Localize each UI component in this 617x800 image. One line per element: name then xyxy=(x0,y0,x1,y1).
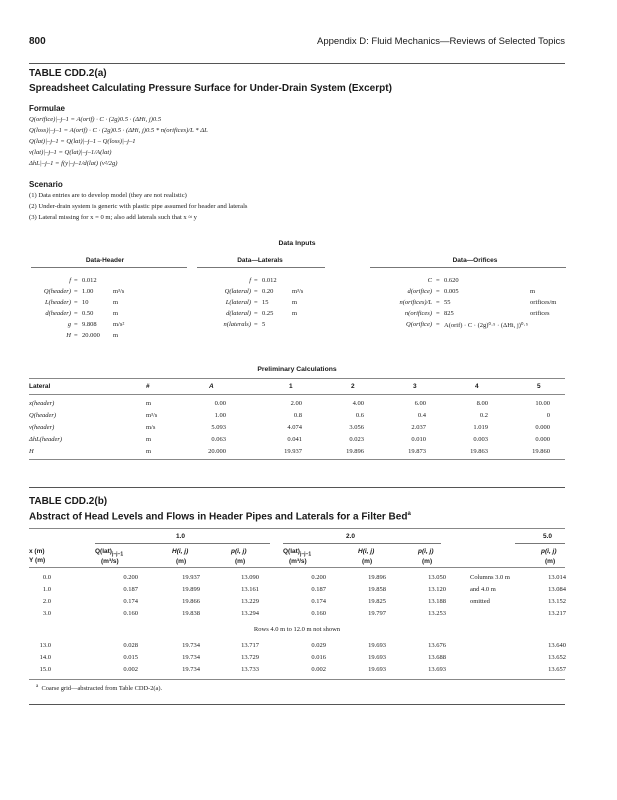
cell-p5: 13.014 xyxy=(548,574,566,581)
input-unit: m xyxy=(530,288,536,295)
prelim-col-number: 2 xyxy=(351,383,355,390)
scenario-line: (3) Lateral missing for x = 0 m; also add laterals such that x ≈ y xyxy=(29,214,197,221)
cell-h2: 19.858 xyxy=(368,586,386,593)
input-equals: = xyxy=(254,310,258,317)
input-value: A(orif) · C · (2g)⁰·⁵ · (ΔHi, j)⁰·⁵ xyxy=(444,322,528,329)
prelim-row-unit: m xyxy=(146,436,152,443)
prelim-cell: 0.003 xyxy=(473,436,488,443)
cell-p2: 13.188 xyxy=(428,598,446,605)
input-value: 5 xyxy=(262,321,266,328)
data-laterals-heading: Data—Laterals xyxy=(237,257,283,264)
scenario-line: (2) Under-drain system is generic with plastic pipe assumed for header and laterals xyxy=(29,203,248,210)
input-value: 55 xyxy=(444,299,451,306)
cell-q2: 0.002 xyxy=(311,666,326,673)
input-value: 1.00 xyxy=(82,288,94,295)
cell-p1: 13.161 xyxy=(241,586,259,593)
input-equals: = xyxy=(436,277,440,284)
input-symbol: d(lateral) xyxy=(226,310,251,317)
input-symbol: H xyxy=(66,332,71,339)
cell-q1: 0.174 xyxy=(123,598,138,605)
prelim-cell: 1.00 xyxy=(214,412,226,419)
table-a-label: TABLE CDD.2(a) xyxy=(29,68,107,79)
table-b-title-sup: a xyxy=(407,511,411,517)
input-equals: = xyxy=(254,288,258,295)
footnote-text: Coarse grid—abstracted from Table CDD-2(a). xyxy=(41,685,163,693)
prelim-cell: 19.863 xyxy=(470,448,488,455)
col-qlat-text: Q(lat) xyxy=(95,548,112,555)
prelim-cell: 19.937 xyxy=(284,448,302,455)
cell-q1: 0.200 xyxy=(123,574,138,581)
prelim-col-number: 4 xyxy=(475,383,479,390)
input-symbol: d(orifice) xyxy=(407,288,432,295)
prelim-cell: 3.056 xyxy=(349,424,364,431)
input-symbol: L(header) xyxy=(45,299,71,306)
running-title: Appendix D: Fluid Mechanics—Reviews of Selected Topics xyxy=(317,36,565,47)
data-orifices-rule xyxy=(370,267,566,268)
cell-p5: 13.640 xyxy=(548,642,566,649)
cell-p5: 13.152 xyxy=(548,598,566,605)
input-value: 0.012 xyxy=(82,277,97,284)
prelim-cell: 8.00 xyxy=(476,400,488,407)
table-a-top-rule xyxy=(29,63,565,64)
table-a-bottom-rule xyxy=(29,459,565,460)
row-y-value: 2.0 xyxy=(42,598,51,605)
input-equals: = xyxy=(74,288,78,295)
input-unit: m xyxy=(113,299,119,306)
col-qlat-header xyxy=(283,548,311,557)
input-equals: = xyxy=(74,321,78,328)
group-rule-2 xyxy=(283,543,441,544)
row-y-value: 13.0 xyxy=(39,642,51,649)
row-y-value: 15.0 xyxy=(39,666,51,673)
prelim-row-label: H xyxy=(29,448,34,455)
data-laterals-rule xyxy=(197,267,325,268)
formula-line: Q(loss)|–j–1 = A(orif) · C · (2g)0.5 · (ΔHi, j)0.5 * n(orifices)/L * ΔL xyxy=(29,127,208,134)
col-p1-header-unit: (m) xyxy=(235,558,246,565)
col-p5-header: p(i, j) xyxy=(541,548,557,555)
prelim-col-number: 1 xyxy=(289,383,293,390)
cell-q2: 0.174 xyxy=(311,598,326,605)
prelim-cell: 0.2 xyxy=(479,412,488,419)
formula-line: v(lat)|–j–1 = Q(lat)|–j–1/A(lat) xyxy=(29,149,112,156)
cell-q1: 0.028 xyxy=(123,642,138,649)
input-symbol: Q(orifice) xyxy=(406,321,432,328)
row-y-value: 1.0 xyxy=(42,586,51,593)
input-unit: orifices/m xyxy=(530,299,557,306)
cell-q1: 0.015 xyxy=(123,654,138,661)
input-symbol: Q(header) xyxy=(43,288,71,295)
prelim-cell: 4.074 xyxy=(287,424,302,431)
group-header-5: 5.0 xyxy=(543,533,553,540)
input-equals: = xyxy=(254,277,258,284)
data-header-heading: Data-Header xyxy=(85,257,125,264)
input-equals: = xyxy=(254,321,258,328)
input-symbol: C xyxy=(427,277,432,284)
input-symbol: n(orifices)/L xyxy=(399,299,432,306)
footnote-mark: a xyxy=(36,684,39,689)
group-header-1: 1.0 xyxy=(176,533,186,540)
prelim-cell: 0.000 xyxy=(535,436,550,443)
input-equals: = xyxy=(74,310,78,317)
input-value: 15 xyxy=(262,299,269,306)
col-y-header: Y (m) xyxy=(29,557,46,564)
input-equals: = xyxy=(74,277,78,284)
input-value: 0.20 xyxy=(262,288,274,295)
cell-h1: 19.734 xyxy=(182,654,200,661)
prelim-cell: 0.023 xyxy=(349,436,364,443)
data-orifices-heading: Data—Orifices xyxy=(452,257,498,264)
omitted-note: Columns 3.0 m xyxy=(470,574,510,581)
formula-line: ΔhL|–j–1 = f(y|–j–1/d(lat) (v²/2g) xyxy=(29,160,118,167)
cell-h2: 19.693 xyxy=(368,666,386,673)
input-equals: = xyxy=(74,299,78,306)
cell-q2: 0.016 xyxy=(311,654,326,661)
input-symbol: n(orifices) xyxy=(404,310,432,317)
table-b-label: TABLE CDD.2(b) xyxy=(29,496,108,507)
prelim-cell: 19.873 xyxy=(408,448,426,455)
input-value: 20.000 xyxy=(82,332,100,339)
prelim-header-rule xyxy=(29,394,565,395)
prelim-cell: 0.4 xyxy=(417,412,426,419)
omitted-note: and 4.0 m xyxy=(470,586,496,593)
col-qlat-unit: (m³/s) xyxy=(289,558,307,565)
cell-p5: 13.084 xyxy=(548,586,566,593)
input-value: 825 xyxy=(444,310,454,317)
col-p5-header-unit: (m) xyxy=(545,558,556,565)
cell-p1: 13.733 xyxy=(241,666,259,673)
row-y-value: 14.0 xyxy=(39,654,51,661)
input-symbol: Q(lateral) xyxy=(224,288,251,295)
cell-p2: 13.688 xyxy=(428,654,446,661)
prelim-col-number: 5 xyxy=(537,383,541,390)
input-symbol: L(lateral) xyxy=(225,299,251,306)
cell-p1: 13.294 xyxy=(241,610,259,617)
col-qlat-text: Q(lat) xyxy=(283,548,300,555)
input-equals: = xyxy=(74,332,78,339)
prelim-cell: 0.041 xyxy=(287,436,302,443)
cell-q2: 0.200 xyxy=(311,574,326,581)
page-bottom-rule xyxy=(29,704,565,705)
prelim-row-label: Q(header) xyxy=(29,412,57,419)
prelim-cell: 4.00 xyxy=(352,400,364,407)
group-header-2: 2.0 xyxy=(346,533,356,540)
cell-q1: 0.002 xyxy=(123,666,138,673)
prelim-cell: 2.00 xyxy=(290,400,302,407)
table-b-header-rule xyxy=(29,567,565,568)
cell-h2: 19.693 xyxy=(368,642,386,649)
cell-h2: 19.693 xyxy=(368,654,386,661)
group-rule-1 xyxy=(95,543,270,544)
cell-p1: 13.729 xyxy=(241,654,259,661)
input-unit: m/s² xyxy=(113,321,125,328)
prelim-cell: 0 xyxy=(546,412,550,419)
cell-p1: 13.717 xyxy=(241,642,259,649)
cell-h1: 19.838 xyxy=(182,610,200,617)
group-rule-5 xyxy=(515,543,565,544)
cell-p5: 13.652 xyxy=(548,654,566,661)
cell-q2: 0.160 xyxy=(311,610,326,617)
cell-p5: 13.217 xyxy=(548,610,566,617)
row-y-value: 3.0 xyxy=(42,610,51,617)
prelim-cell: 0.010 xyxy=(411,436,426,443)
data-inputs-heading: Data Inputs xyxy=(278,240,316,247)
input-equals: = xyxy=(436,299,440,306)
input-value: 0.25 xyxy=(262,310,274,317)
prelim-row-unit: m xyxy=(146,448,152,455)
col-h1-header-unit: (m) xyxy=(176,558,187,565)
col-h1-header: H(i, j) xyxy=(172,548,189,555)
input-value: 9.808 xyxy=(82,321,97,328)
prelim-cell: 0.8 xyxy=(293,412,302,419)
table-b-rule xyxy=(29,528,565,529)
prelim-cell: 0.000 xyxy=(535,424,550,431)
table-b-title-text: Abstract of Head Levels and Flows in Header Pipes and Laterals for a Filter Bed xyxy=(29,511,408,523)
prelim-row-label: x(header) xyxy=(29,400,55,407)
input-value: 10 xyxy=(82,299,89,306)
prelim-heading: Preliminary Calculations xyxy=(257,366,337,373)
cell-p2: 13.050 xyxy=(428,574,446,581)
prelim-cell: 19.896 xyxy=(346,448,364,455)
cell-p2: 13.253 xyxy=(428,610,446,617)
prelim-cell: 19.860 xyxy=(532,448,550,455)
prelim-cell: 5.093 xyxy=(211,424,226,431)
scenario-heading: Scenario xyxy=(29,180,63,189)
input-equals: = xyxy=(436,321,440,328)
prelim-row-label: ΔhL(header) xyxy=(29,436,63,443)
col-qlat-unit: (m³/s) xyxy=(101,558,119,565)
input-unit: m xyxy=(113,332,119,339)
prelim-col-hash: # xyxy=(146,383,150,390)
input-value: 0.012 xyxy=(262,277,277,284)
prelim-col-lateral: Lateral xyxy=(29,383,51,390)
cell-h1: 19.899 xyxy=(182,586,200,593)
cell-h2: 19.825 xyxy=(368,598,386,605)
cell-q1: 0.187 xyxy=(123,586,138,593)
formula-line: Q(lat)|–j–1 = Q(lat)|–j–1 – Q(loss)|–j–1 xyxy=(29,138,136,145)
cell-h1: 19.937 xyxy=(182,574,200,581)
cell-h1: 19.866 xyxy=(182,598,200,605)
col-h2-header-unit: (m) xyxy=(362,558,373,565)
rows-gap-note: Rows 4.0 m to 12.0 m not shown xyxy=(253,626,341,633)
input-unit: m xyxy=(292,299,298,306)
cell-p2: 13.120 xyxy=(428,586,446,593)
col-qlat-sub: j–j–1 xyxy=(111,551,124,558)
cell-q1: 0.160 xyxy=(123,610,138,617)
formulae-heading: Formulae xyxy=(29,104,66,113)
input-symbol: n(laterals) xyxy=(223,321,251,328)
table-b-bottom-rule xyxy=(29,679,565,680)
input-value: 0.005 xyxy=(444,288,459,295)
prelim-cell: 0.00 xyxy=(214,400,226,407)
col-qlat-header xyxy=(95,548,123,557)
cell-p5: 13.657 xyxy=(548,666,566,673)
prelim-row-unit: m xyxy=(146,400,152,407)
prelim-col-number: 3 xyxy=(413,383,417,390)
cell-h2: 19.896 xyxy=(368,574,386,581)
input-equals: = xyxy=(436,310,440,317)
col-p2-header: p(i, j) xyxy=(418,548,434,555)
table-b-footnote xyxy=(36,684,162,692)
cell-p1: 13.229 xyxy=(241,598,259,605)
table-a-title: Spreadsheet Calculating Pressure Surface for Under-Drain System (Excerpt) xyxy=(29,83,392,94)
col-h2-header: H(i, j) xyxy=(358,548,375,555)
data-header-rule xyxy=(31,267,187,268)
col-p1-header: p(i, j) xyxy=(231,548,247,555)
input-unit: m³/s xyxy=(292,288,304,295)
input-symbol: d(header) xyxy=(45,310,71,317)
col-x-header: x (m) xyxy=(29,548,45,555)
table-b-title xyxy=(29,511,411,522)
cell-h1: 19.734 xyxy=(182,642,200,649)
prelim-cell: 10.00 xyxy=(535,400,550,407)
input-symbol: f xyxy=(249,277,251,284)
omitted-note: omitted xyxy=(470,598,490,605)
input-unit: m³/s xyxy=(113,288,125,295)
prelim-cell: 1.019 xyxy=(473,424,488,431)
input-unit: orifices xyxy=(530,310,550,317)
cell-q2: 0.187 xyxy=(311,586,326,593)
input-value: 0.50 xyxy=(82,310,94,317)
input-equals: = xyxy=(436,288,440,295)
cell-h1: 19.734 xyxy=(182,666,200,673)
input-unit: m xyxy=(113,310,119,317)
input-unit: m xyxy=(292,310,298,317)
prelim-cell: 0.063 xyxy=(211,436,226,443)
prelim-row-label: v(header) xyxy=(29,424,55,431)
input-equals: = xyxy=(254,299,258,306)
formula-line: Q(orifice)|–j–1 = A(orif) · C · (2g)0.5 · (ΔHi, j)0.5 xyxy=(29,116,162,123)
input-symbol: g xyxy=(67,321,71,328)
prelim-cell: 6.00 xyxy=(414,400,426,407)
prelim-row-unit: m/s xyxy=(146,424,156,431)
prelim-cell: 20.000 xyxy=(208,448,226,455)
cell-p1: 13.090 xyxy=(241,574,259,581)
col-p2-header-unit: (m) xyxy=(422,558,433,565)
page-number: 800 xyxy=(29,36,46,47)
cell-h2: 19.797 xyxy=(368,610,386,617)
col-qlat-sub: j–j–1 xyxy=(299,551,312,558)
cell-q2: 0.029 xyxy=(311,642,326,649)
prelim-row-unit: m³/s xyxy=(146,412,158,419)
table-b-top-rule xyxy=(29,487,565,488)
scenario-line: (1) Data entries are to develop model (they are not realistic) xyxy=(29,192,187,199)
cell-p2: 13.693 xyxy=(428,666,446,673)
prelim-top-rule xyxy=(29,378,565,379)
cell-p2: 13.676 xyxy=(428,642,446,649)
prelim-cell: 2.037 xyxy=(411,424,426,431)
prelim-col-a: A xyxy=(209,383,214,390)
input-value: 0.620 xyxy=(444,277,459,284)
prelim-cell: 0.6 xyxy=(355,412,364,419)
row-y-value: 0.0 xyxy=(42,574,51,581)
input-symbol: f xyxy=(69,277,71,284)
